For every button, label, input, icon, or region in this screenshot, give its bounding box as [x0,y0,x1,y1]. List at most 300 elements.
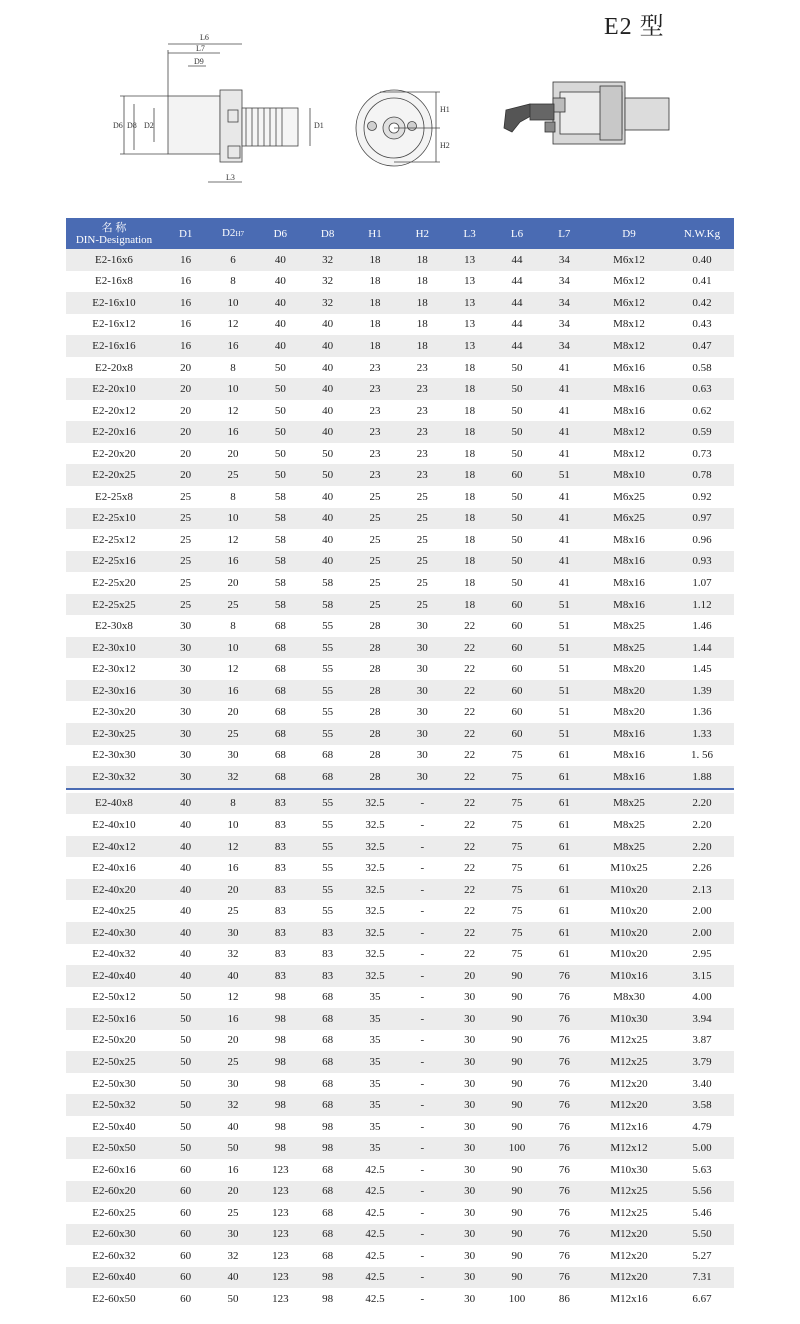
table-cell: 3.40 [670,1073,734,1095]
table-cell: - [399,1094,446,1116]
table-cell: 83 [304,944,351,966]
table-cell: 20 [162,443,209,465]
table-cell: - [399,922,446,944]
table-cell: 51 [541,658,588,680]
table-cell: 16 [209,1008,256,1030]
table-cell: 12 [209,400,256,422]
table-cell: E2-60x16 [66,1159,162,1181]
table-cell: M6x12 [588,292,670,314]
header-d1: D1 [162,218,209,249]
table-cell: M8x16 [588,551,670,573]
table-cell: 25 [162,508,209,530]
table-cell: 30 [446,1181,493,1203]
table-cell: 55 [304,857,351,879]
table-cell: 18 [399,292,446,314]
table-cell: 30 [446,1245,493,1267]
table-cell: M8x12 [588,314,670,336]
table-cell: 30 [446,1073,493,1095]
table-cell: 18 [446,357,493,379]
table-cell: 12 [209,658,256,680]
table-cell: M10x20 [588,879,670,901]
table-cell: 30 [209,1073,256,1095]
table-cell: 30 [446,1224,493,1246]
table-cell: 28 [351,637,398,659]
table-cell: 76 [541,1094,588,1116]
table-cell: 2.20 [670,814,734,836]
table-cell: M8x30 [588,987,670,1009]
table-row [66,793,734,815]
table-row [66,1245,734,1267]
table-cell: 55 [304,793,351,815]
table-cell: E2-20x8 [66,357,162,379]
table-cell: 23 [351,357,398,379]
table-cell: 23 [399,400,446,422]
table-cell: 68 [304,1224,351,1246]
table-cell: 1.45 [670,658,734,680]
table-cell: E2-60x40 [66,1267,162,1289]
table-cell: 50 [162,1137,209,1159]
table-cell: 28 [351,615,398,637]
table-cell: 30 [446,1051,493,1073]
table-cell: 1.88 [670,766,734,789]
table-cell: E2-16x10 [66,292,162,314]
table-cell: 32.5 [351,814,398,836]
table-cell: 50 [162,1030,209,1052]
table-row [66,701,734,723]
table-cell: 61 [541,766,588,789]
table-cell: 90 [493,1245,540,1267]
table-cell: 50 [304,464,351,486]
table-cell: E2-25x10 [66,508,162,530]
table-cell: 16 [209,857,256,879]
table-cell: 5.63 [670,1159,734,1181]
table-cell: - [399,1008,446,1030]
table-row [66,314,734,336]
table-cell: 61 [541,922,588,944]
table-cell: 90 [493,965,540,987]
table-cell: 18 [446,508,493,530]
table-cell: 76 [541,1008,588,1030]
table-cell: M6x12 [588,271,670,293]
table-cell: 22 [446,879,493,901]
table-cell: 41 [541,443,588,465]
table-cell: 44 [493,249,540,271]
table-cell: 30 [399,658,446,680]
table-cell: 60 [162,1181,209,1203]
table-row [66,378,734,400]
table-cell: 25 [399,508,446,530]
table-cell: 40 [257,271,304,293]
header-h2: H2 [399,218,446,249]
table-cell: 30 [399,637,446,659]
table-cell: 22 [446,658,493,680]
table-cell: 20 [209,1030,256,1052]
table-cell: M12x25 [588,1051,670,1073]
table-header-row [66,218,734,249]
table-cell: 30 [446,1094,493,1116]
table-cell: 16 [162,314,209,336]
table-cell: 30 [399,745,446,767]
table-cell: E2-50x50 [66,1137,162,1159]
table-cell: M8x20 [588,658,670,680]
table-cell: 90 [493,1224,540,1246]
table-cell: 50 [493,551,540,573]
table-cell: 23 [351,443,398,465]
table-cell: 90 [493,1073,540,1095]
table-cell: 22 [446,836,493,858]
table-row [66,443,734,465]
table-cell: 25 [351,508,398,530]
table-cell: 5.50 [670,1224,734,1246]
table-cell: E2-30x16 [66,680,162,702]
table-row [66,857,734,879]
table-cell: 18 [446,594,493,616]
table-cell: 44 [493,271,540,293]
table-cell: 0.47 [670,335,734,357]
table-cell: 90 [493,1116,540,1138]
table-row [66,271,734,293]
table-cell: 123 [257,1288,304,1310]
table-cell: 16 [162,249,209,271]
table-cell: M8x25 [588,836,670,858]
table-cell: 0.40 [670,249,734,271]
table-cell: 51 [541,615,588,637]
table-cell: 75 [493,900,540,922]
table-cell: 18 [399,335,446,357]
table-cell: 34 [541,335,588,357]
table-cell: 83 [257,922,304,944]
header-l6: L6 [493,218,540,249]
table-row [66,987,734,1009]
table-cell: 50 [257,378,304,400]
table-cell: 40 [162,900,209,922]
table-cell: M8x20 [588,680,670,702]
table-cell: 40 [304,400,351,422]
table-cell: 22 [446,900,493,922]
table-cell: 40 [257,314,304,336]
table-row [66,658,734,680]
table-cell: 76 [541,1116,588,1138]
table-cell: 32.5 [351,793,398,815]
table-cell: 50 [304,443,351,465]
table-cell: 76 [541,1181,588,1203]
table-cell: 51 [541,701,588,723]
table-cell: 41 [541,400,588,422]
table-cell: 50 [493,421,540,443]
table-row [66,1094,734,1116]
table-cell: 3.79 [670,1051,734,1073]
table-cell: 40 [162,944,209,966]
table-cell: M8x12 [588,335,670,357]
header-d2: D2H7 [209,218,256,249]
table-cell: 50 [493,378,540,400]
table-cell: 60 [162,1267,209,1289]
table-cell: 60 [493,723,540,745]
table-cell: 75 [493,745,540,767]
table-cell: 32.5 [351,900,398,922]
table-cell: 68 [257,766,304,789]
table-cell: E2-30x8 [66,615,162,637]
table-cell: E2-30x30 [66,745,162,767]
table-cell: 20 [209,879,256,901]
table-cell: 20 [162,400,209,422]
header-d9: D9 [588,218,670,249]
table-cell: 25 [162,551,209,573]
table-cell: 32 [209,1094,256,1116]
table-cell: E2-50x16 [66,1008,162,1030]
table-cell: 32.5 [351,879,398,901]
table-cell: 75 [493,793,540,815]
table-cell: 10 [209,814,256,836]
table-cell: 98 [304,1288,351,1310]
table-cell: 22 [446,944,493,966]
table-cell: 32 [209,1245,256,1267]
table-cell: 25 [351,594,398,616]
table-cell: 61 [541,900,588,922]
table-cell: M8x16 [588,594,670,616]
table-cell: 25 [351,572,398,594]
table-cell: 42.5 [351,1224,398,1246]
table-row [66,400,734,422]
table-cell: 20 [162,421,209,443]
table-cell: 20 [162,464,209,486]
table-cell: M10x16 [588,965,670,987]
table-cell: 25 [351,486,398,508]
table-cell: 2.95 [670,944,734,966]
table-cell: 123 [257,1267,304,1289]
table-cell: E2-30x25 [66,723,162,745]
table-cell: 50 [257,421,304,443]
table-cell: 76 [541,1051,588,1073]
table-cell: 58 [257,572,304,594]
table-cell: 40 [162,836,209,858]
table-cell: 25 [209,1051,256,1073]
table-cell: 25 [399,594,446,616]
table-cell: 75 [493,944,540,966]
table-cell: 98 [304,1267,351,1289]
table-cell: 100 [493,1137,540,1159]
table-cell: 40 [162,793,209,815]
table-cell: 75 [493,836,540,858]
table-cell: 51 [541,680,588,702]
table-cell: 90 [493,1159,540,1181]
table-cell: 18 [446,572,493,594]
table-cell: 3.15 [670,965,734,987]
table-cell: M8x25 [588,637,670,659]
table-cell: 123 [257,1159,304,1181]
table-cell: 75 [493,814,540,836]
table-cell: 30 [162,701,209,723]
table-cell: E2-40x25 [66,900,162,922]
table-cell: 18 [446,486,493,508]
table-cell: 75 [493,879,540,901]
table-cell: 4.79 [670,1116,734,1138]
table-cell: 4.00 [670,987,734,1009]
table-cell: 30 [446,1008,493,1030]
table-cell: 18 [446,464,493,486]
table-cell: 60 [162,1224,209,1246]
table-cell: 30 [399,615,446,637]
table-cell: 55 [304,658,351,680]
table-cell: - [399,879,446,901]
table-cell: 50 [257,400,304,422]
table-cell: - [399,1267,446,1289]
table-cell: E2-50x40 [66,1116,162,1138]
table-cell: 22 [446,922,493,944]
table-cell: 32.5 [351,857,398,879]
table-cell: 16 [209,551,256,573]
table-cell: 28 [351,680,398,702]
header-din-designation: 名 称 DIN-Designation [66,218,162,249]
table-cell: 40 [304,508,351,530]
table-cell: 90 [493,987,540,1009]
table-cell: 42.5 [351,1245,398,1267]
table-cell: - [399,965,446,987]
table-cell: 30 [446,987,493,1009]
drawing-label-l6: L6 [200,33,209,42]
table-cell: 16 [209,335,256,357]
table-cell: 1.36 [670,701,734,723]
table-cell: 75 [493,857,540,879]
table-cell: 25 [209,723,256,745]
table-cell: M6x12 [588,249,670,271]
table-cell: 25 [209,594,256,616]
table-cell: 60 [493,615,540,637]
table-cell: 25 [162,594,209,616]
table-cell: 68 [257,615,304,637]
table-cell: 30 [162,745,209,767]
table-cell: 32.5 [351,944,398,966]
table-cell: M12x16 [588,1288,670,1310]
table-cell: 90 [493,1181,540,1203]
table-cell: M8x25 [588,814,670,836]
table-cell: 61 [541,857,588,879]
table-cell: 23 [351,464,398,486]
drawing-label-l7: L7 [196,44,205,53]
table-cell: 18 [351,271,398,293]
table-cell: 20 [209,443,256,465]
table-cell: 32.5 [351,836,398,858]
table-cell: 20 [162,378,209,400]
table-cell: 55 [304,879,351,901]
table-cell: M8x16 [588,529,670,551]
table-cell: 50 [162,987,209,1009]
table-cell: E2-30x32 [66,766,162,789]
table-cell: 35 [351,1073,398,1095]
table-cell: 68 [304,766,351,789]
table-cell: 40 [304,357,351,379]
table-cell: M12x20 [588,1094,670,1116]
table-cell: 28 [351,723,398,745]
table-cell: E2-20x12 [66,400,162,422]
table-cell: M10x30 [588,1159,670,1181]
table-row [66,1116,734,1138]
table-cell: 90 [493,1202,540,1224]
table-cell: 41 [541,378,588,400]
table-row [66,1224,734,1246]
table-cell: 18 [399,249,446,271]
table-cell: 30 [162,637,209,659]
table-cell: 28 [351,745,398,767]
table-cell: 1.44 [670,637,734,659]
table-cell: 30 [446,1137,493,1159]
table-cell: 20 [446,965,493,987]
table-cell: E2-40x30 [66,922,162,944]
table-cell: - [399,1245,446,1267]
table-cell: - [399,987,446,1009]
table-row [66,335,734,357]
table-cell: 5.00 [670,1137,734,1159]
table-cell: 30 [399,701,446,723]
table-cell: E2-30x10 [66,637,162,659]
table-cell: 40 [304,378,351,400]
table-cell: 40 [257,292,304,314]
table-cell: E2-40x20 [66,879,162,901]
table-cell: 83 [257,900,304,922]
table-cell: 55 [304,615,351,637]
table-cell: 68 [304,987,351,1009]
table-cell: 98 [257,1094,304,1116]
table-cell: 34 [541,271,588,293]
table-cell: 61 [541,814,588,836]
table-cell: 18 [351,292,398,314]
table-cell: M12x25 [588,1181,670,1203]
table-cell: 123 [257,1202,304,1224]
table-row [66,1051,734,1073]
table-cell: 68 [304,1051,351,1073]
table-cell: 23 [399,443,446,465]
header-l7: L7 [541,218,588,249]
table-cell: 10 [209,508,256,530]
table-cell: 58 [304,594,351,616]
table-cell: 50 [257,464,304,486]
table-cell: 2.00 [670,922,734,944]
table-cell: - [399,900,446,922]
table-cell: E2-40x16 [66,857,162,879]
table-cell: 32.5 [351,965,398,987]
table-cell: 98 [257,1137,304,1159]
table-cell: 8 [209,793,256,815]
table-cell: 8 [209,486,256,508]
table-cell: 123 [257,1245,304,1267]
table-cell: 44 [493,314,540,336]
table-cell: 50 [162,1073,209,1095]
table-cell: 10 [209,292,256,314]
table-cell: E2-20x10 [66,378,162,400]
table-cell: M8x20 [588,701,670,723]
table-cell: E2-60x50 [66,1288,162,1310]
table-cell: 68 [304,745,351,767]
table-cell: 68 [257,680,304,702]
table-cell: 58 [257,529,304,551]
table-cell: 83 [257,879,304,901]
table-cell: 61 [541,793,588,815]
table-cell: 68 [304,1030,351,1052]
table-cell: 25 [162,572,209,594]
table-cell: 30 [162,723,209,745]
table-cell: E2-60x32 [66,1245,162,1267]
table-cell: 68 [257,658,304,680]
table-cell: M6x25 [588,486,670,508]
page-title: E2 型 [604,14,665,40]
table-cell: - [399,836,446,858]
table-cell: 0.92 [670,486,734,508]
table-cell: 18 [446,378,493,400]
table-cell: E2-50x32 [66,1094,162,1116]
table-cell: 83 [257,793,304,815]
table-row [66,508,734,530]
table-cell: - [399,1202,446,1224]
